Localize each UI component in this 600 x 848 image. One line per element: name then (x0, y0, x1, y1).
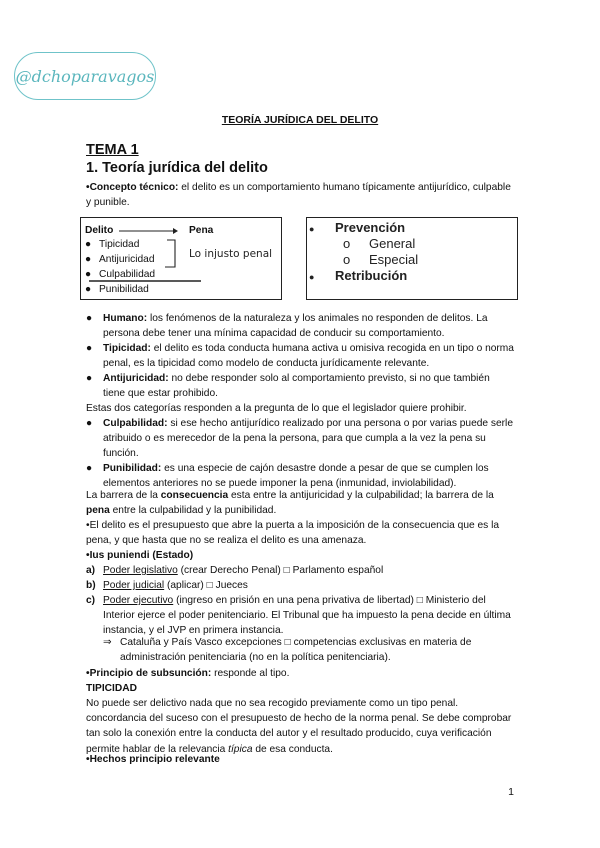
list-item: ● Antijuricidad (85, 254, 155, 265)
definition-item: ● Humano: los fenómenos de la naturaleza y los animales no responden de delitos. La persona debe tener una mínima capacidad de conducir su comportamiento. (86, 313, 488, 340)
list-item: o Especial (343, 252, 419, 267)
definition-item: ● Punibilidad: es una especie de cajón desastre donde a pesar de que se cumplen los elementos anteriores no se puede imponer la pena (inmunidad, inviolabilidad). (86, 463, 489, 490)
tipicidad-heading: TIPICIDAD (86, 683, 137, 694)
list-item: ● Punibilidad (85, 284, 149, 295)
list-item: ● Culpabilidad (85, 269, 156, 280)
list-item: ● Retribución (309, 268, 408, 283)
handwritten-note: Lo injusto penal (189, 248, 273, 260)
tema-heading: TEMA 1 (86, 142, 139, 158)
tipicidad-paragraph: No puede ser delictivo nada que no sea recogido previamente como un tipo penal. concordancia del suceso con el presupuesto de hecho de la norma penal. Se debe comprobar tan solo la conexión entre la conducta del autor y el resultado producido, cuya verificación permite hablar de la relevancia típica de esa conducta. (86, 698, 512, 755)
list-item: ● Prevención (309, 220, 406, 235)
document-title: TEORÍA JURÍDICA DEL DELITO (221, 114, 379, 126)
list-item: o General (343, 236, 416, 251)
categorias-paragraph: Estas dos categorías responden a la pregunta de lo que el legislador quiere prohibir. (86, 403, 467, 414)
arrow-note: ⇒ Cataluña y País Vasco excepciones □ competencias exclusivas en materia de administración penitenciaria (no en la política penitenciaria). (103, 637, 472, 664)
poder-item: a) Poder legislativo (crear Derecho Penal) □ Parlamento español (86, 565, 384, 576)
definition-item: ● Tipicidad: el delito es toda conducta humana activa u omisiva recogida en un tipo o norma penal, es la tipicidad como modelo de conducta jurídicamente relevante. (86, 343, 514, 370)
poder-item: c) Poder ejecutivo (ingreso en prisión en una pena privativa de libertad) □ Ministerio del Interior ejerce el poder penitenciario. El Tribunal que ha impuesto la pena decide en última instancia, y el JVP en primera instancia. (86, 595, 511, 637)
double-arrow-icon: ⇒ (103, 637, 112, 648)
barrera-paragraph: La barrera de la consecuencia esta entre la antijuricidad y la culpabilidad; la barrera de la pena entre la culpabilidad y la punibilidad. (86, 490, 494, 517)
prevencion-box (306, 217, 518, 300)
subsuncion-paragraph: •Principio de subsunción: responde al tipo. (86, 668, 290, 679)
definition-item: ● Culpabilidad: si ese hecho antijurídico realizado por una persona o por varias puede serle atribuido o es merecedor de la pena la persona, para que cumpla a la vez la pena su función. (86, 418, 513, 460)
section-heading: 1. Teoría jurídica del delito (86, 160, 268, 176)
logo: @dchoparavagos (14, 52, 156, 100)
definition-item: ● Antijuricidad: no debe responder solo al comportamiento previsto, si no que también tiene que estar prohibido. (86, 373, 490, 400)
poder-item: b) Poder judicial (aplicar) □ Jueces (86, 580, 248, 591)
pena-label: Pena (189, 225, 214, 236)
hechos-heading: •Hechos principio relevante (86, 754, 220, 765)
ius-heading: •Ius puniendi (Estado) (86, 550, 194, 561)
page-number: 1 (508, 786, 514, 798)
list-item: ● Tipicidad (85, 239, 140, 250)
delito-box (80, 217, 282, 300)
delito-label: Delito (85, 225, 114, 236)
concepto-paragraph: •Concepto técnico: el delito es un comportamiento humano típicamente antijurídico, culpable y punible. (86, 182, 511, 209)
presupuesto-paragraph: •El delito es el presupuesto que abre la puerta a la imposición de la consecuencia que es la pena, y que hasta que no se realiza el delito es una amenaza. (86, 520, 500, 547)
